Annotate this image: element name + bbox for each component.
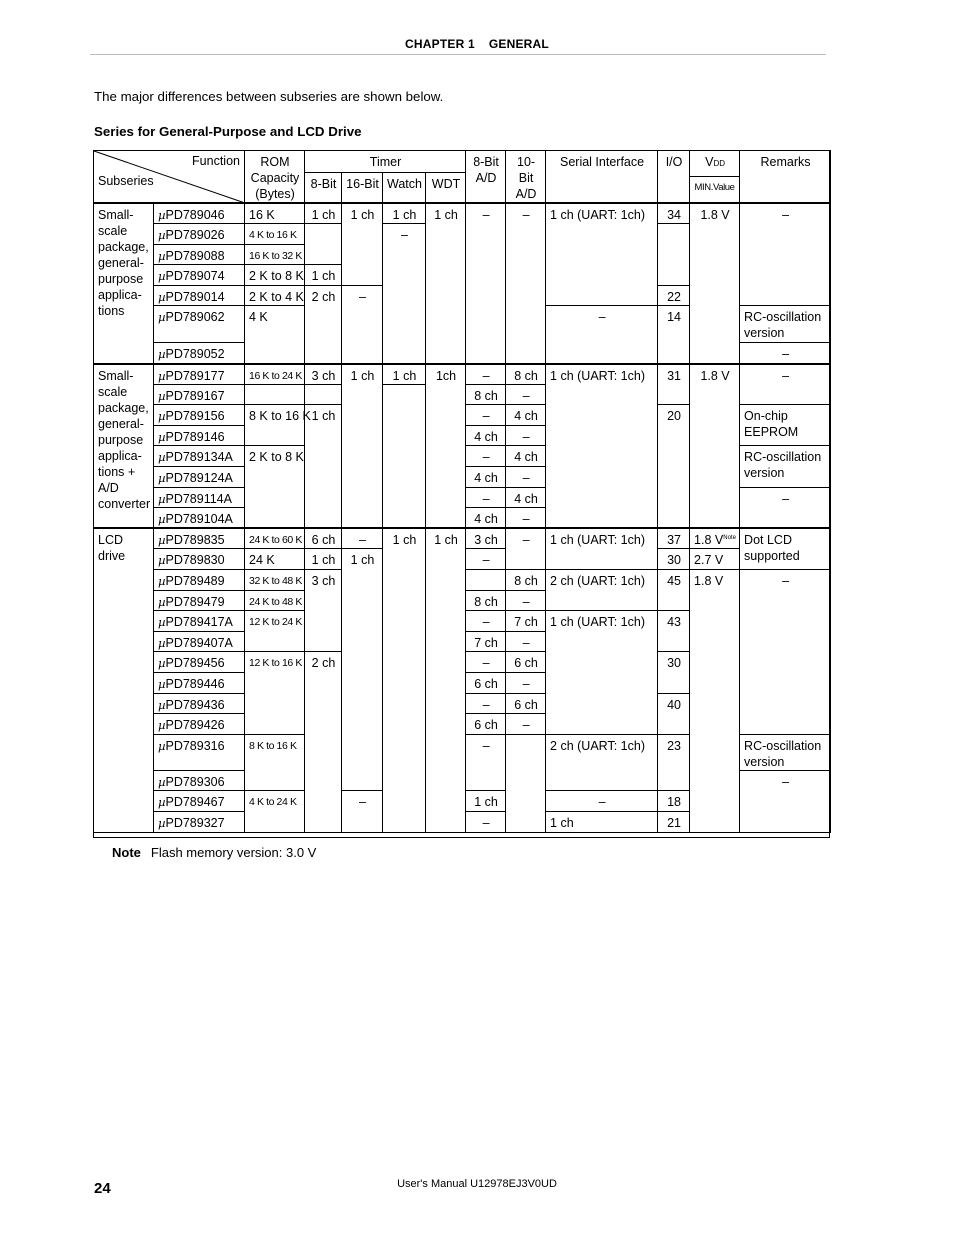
timer-8bit-header: 8-Bit [305,173,342,203]
model-name: PD789417A [165,615,233,630]
ad10-cell: – [506,714,546,735]
ad8-cell: 4 ch [466,467,506,488]
mu-symbol: µ [158,635,166,650]
note-text: Flash memory version: 3.0 V [150,845,317,860]
ad8-cell: 4 ch [466,508,506,529]
ad8-cell: – [466,734,506,791]
timer16-cell: 1 ch [342,364,383,529]
vdd-cell: 1.8 V [690,203,740,364]
remarks-cell: RC-oscillation version [740,306,831,343]
ad8-cell: 7 ch [466,631,506,652]
mu-symbol: µ [158,512,166,527]
timer16-cell: 1 ch [342,203,383,285]
remarks-cell: RC-oscillation version [740,446,831,487]
vdd-cell [690,528,740,549]
model-cell [154,487,245,508]
model-cell [154,224,245,245]
ad10-cell: 4 ch [506,487,546,508]
rom-cell: 4 K to 16 K [245,224,305,245]
subseries-table [93,150,831,833]
serial-cell: 1 ch (UART: 1ch) [546,611,658,735]
serial-cell: 2 ch (UART: 1ch) [546,570,658,611]
mu-symbol: µ [158,368,166,383]
rom-cell [245,384,305,405]
model-name: PD789134A [165,450,233,465]
vdd-v: V [705,155,714,169]
io-cell: 31 [658,364,690,405]
page-number: 24 [94,1180,111,1197]
rom-cell: 24 K [245,549,305,570]
corner-header [94,151,245,204]
function-label: Function [192,154,240,168]
model-name: PD789436 [165,697,225,712]
timer16-cell: – [342,285,383,363]
model-name: PD789177 [165,368,225,383]
rom-cell: 24 K to 60 K [245,528,305,549]
model-name: PD789446 [165,676,225,691]
remarks-cell: – [740,770,831,832]
ad8-cell: – [466,487,506,508]
mu-symbol: µ [158,429,166,444]
rom-cell: 12 K to 16 K [245,652,305,734]
io-cell: 30 [658,549,690,570]
model-cell [154,343,245,364]
mu-symbol: µ [158,228,166,243]
model-cell [154,528,245,549]
table-row [94,528,831,549]
io-cell: 45 [658,570,690,611]
ad8-cell: – [466,364,506,385]
serial-cell: 1 ch (UART: 1ch) [546,364,658,529]
timer16-cell: 1 ch [342,549,383,791]
model-cell [154,285,245,306]
timer8-cell [305,224,342,265]
serial-cell: 1 ch [546,811,658,832]
timer8-cell: 1 ch [305,203,342,224]
model-name: PD789327 [165,815,225,830]
model-name: PD789830 [165,553,225,568]
rom-cell: 8 K to 16 K [245,405,305,446]
chapter-title: GENERAL [488,37,549,51]
ad8-cell: 8 ch [466,384,506,405]
ad10-cell: – [506,384,546,405]
remarks-cell: – [740,570,831,735]
mu-symbol: µ [158,656,166,671]
model-cell [154,425,245,446]
io-header: I/O [658,151,690,204]
mu-symbol: µ [158,615,166,630]
ad10-cell: 4 ch [506,405,546,426]
model-cell [154,672,245,693]
model-cell [154,791,245,812]
ad8-cell: – [466,203,506,364]
ad10-cell: 6 ch [506,693,546,714]
mu-symbol: µ [158,409,166,424]
ad10-header: 10-Bit A/D [506,151,546,204]
model-cell [154,405,245,426]
io-cell: 20 [658,405,690,529]
mu-symbol: µ [158,676,166,691]
mu-symbol: µ [158,310,166,325]
ad8-cell: 1 ch [466,791,506,812]
vdd-header [690,151,740,204]
model-cell [154,203,245,224]
mu-symbol: µ [158,815,166,830]
rom-cell: 2 K to 8 K [245,446,305,528]
remarks-cell: – [740,343,831,364]
model-name: PD789156 [165,409,225,424]
remarks-cell: – [740,487,831,528]
timer8-cell: 1 ch [305,549,342,570]
wdt-cell: 1 ch [426,528,466,832]
chapter-number: CHAPTER 1 [405,37,475,51]
vdd-min-label: MIN.Value [690,176,739,196]
model-name: PD789014 [165,289,225,304]
mu-symbol: µ [158,208,166,222]
ad10-cell: 7 ch [506,611,546,632]
rom-cell: 2 K to 4 K [245,285,305,306]
note-marker: Note [723,535,736,542]
serial-cell: 1 ch (UART: 1ch) [546,203,658,306]
rom-cell: 2 K to 8 K [245,265,305,286]
timer-header: Timer [305,151,466,173]
ad8-cell: 3 ch [466,528,506,549]
model-name: PD789479 [165,594,225,609]
ad8-cell: – [466,446,506,467]
ad10-cell: – [506,590,546,611]
vdd-cell: 1.8 V [690,570,740,833]
io-cell: 18 [658,791,690,812]
remarks-cell: On-chip EEPROM [740,405,831,446]
model-cell [154,631,245,652]
io-cell: 21 [658,811,690,832]
model-name: PD789316 [165,738,225,753]
io-cell: 43 [658,611,690,652]
ad10-cell: 8 ch [506,364,546,385]
note-label: Note [112,845,141,860]
model-name: PD789062 [165,310,225,325]
mu-symbol: µ [158,450,166,465]
io-cell: 40 [658,693,690,734]
footnote [112,845,316,860]
model-name: PD789074 [165,269,225,284]
header-row [94,151,831,173]
model-name: PD789114A [165,491,232,506]
model-cell [154,611,245,632]
model-cell [154,265,245,286]
ad8-cell: – [466,811,506,832]
subseries-label: Subseries [98,174,154,188]
ad8-cell: – [466,549,506,570]
mu-symbol: µ [158,738,166,753]
mu-symbol: µ [158,795,166,810]
model-cell [154,306,245,343]
model-cell [154,570,245,591]
rom-cell: 8 K to 16 K [245,734,305,791]
ad10-cell [506,734,546,832]
model-name: PD789835 [165,533,225,548]
watch-cell: 1 ch [383,528,426,832]
ad8-header: 8-Bit A/D [466,151,506,204]
model-name: PD789489 [165,574,225,588]
ad10-cell: 4 ch [506,446,546,467]
section-title: Series for General-Purpose and LCD Drive [94,124,362,139]
ad8-cell: 6 ch [466,672,506,693]
mu-symbol: µ [158,553,166,568]
rom-cell: 12 K to 24 K [245,611,305,652]
mu-symbol: µ [158,388,166,403]
model-name: PD789306 [165,774,225,789]
model-cell [154,446,245,467]
mu-symbol: µ [158,718,166,733]
vdd-cell: 1.8 V [690,364,740,529]
mu-symbol: µ [158,533,166,548]
model-cell [154,508,245,529]
timer-wdt-header: WDT [426,173,466,203]
io-cell: 37 [658,528,690,549]
model-name: PD789167 [165,388,225,403]
remarks-cell: – [740,203,831,306]
serial-cell: – [546,791,658,812]
watch-cell: – [383,224,426,364]
model-cell [154,693,245,714]
vdd-sub: DD [713,159,725,168]
mu-symbol: µ [158,248,166,263]
mu-symbol: µ [158,471,166,486]
remarks-cell: Dot LCD supported [740,528,831,569]
model-cell [154,734,245,770]
ad10-cell: – [506,425,546,446]
timer8-cell: 1 ch [305,405,342,529]
mu-symbol: µ [158,269,166,284]
ad10-cell: – [506,508,546,529]
ad8-cell: – [466,693,506,714]
serial-header: Serial Interface [546,151,658,204]
wdt-cell: 1ch [426,364,466,529]
watch-cell: 1 ch [383,203,426,224]
ad8-cell [466,570,506,591]
watch-cell: 1 ch [383,364,426,385]
model-cell [154,714,245,735]
rom-cell: 16 K [245,203,305,224]
timer8-cell: 2 ch [305,652,342,832]
table-row [94,203,831,224]
timer8-cell: 2 ch [305,285,342,363]
model-cell [154,384,245,405]
serial-cell: – [546,306,658,364]
rom-cell: 32 K to 48 K [245,570,305,591]
ad10-cell: 8 ch [506,570,546,591]
io-cell: 23 [658,734,690,791]
timer-16bit-header: 16-Bit [342,173,383,203]
io-cell: 22 [658,285,690,306]
ad10-cell: – [506,528,546,569]
remarks-cell: – [740,364,831,405]
model-name: PD789426 [165,718,225,733]
io-cell: 30 [658,652,690,693]
serial-cell: 2 ch (UART: 1ch) [546,734,658,791]
io-cell [658,224,690,286]
ad10-cell: – [506,672,546,693]
timer8-cell: 1 ch [305,265,342,286]
model-name: PD789026 [165,228,225,243]
remarks-header: Remarks [740,151,831,204]
ad10-cell: – [506,203,546,364]
mu-symbol: µ [158,347,166,362]
ad10-cell: – [506,631,546,652]
mu-symbol: µ [158,594,166,609]
timer-watch-header: Watch [383,173,426,203]
model-cell [154,549,245,570]
group-label: LCD drive [94,528,154,832]
ad10-cell: 6 ch [506,652,546,673]
watch-cell [383,384,426,528]
ad8-cell: – [466,405,506,426]
io-cell: 34 [658,203,690,224]
page-header [0,37,954,51]
rom-cell: 16 K to 32 K [245,244,305,265]
footer-manual: User's Manual U12978EJ3V0UD [397,1178,557,1190]
mu-symbol: µ [158,574,166,588]
model-name: PD789104A [165,512,233,527]
model-cell [154,811,245,832]
model-name: PD789088 [165,248,225,263]
timer8-cell [305,384,342,405]
model-cell [154,364,245,385]
model-name: PD789456 [165,656,225,671]
mu-symbol: µ [158,289,166,304]
timer8-cell: 3 ch [305,570,342,652]
io-cell: 14 [658,306,690,364]
header-rule [90,54,826,55]
vdd-value: 1.8 V [694,533,724,548]
timer16-cell: – [342,528,383,549]
ad8-cell: 8 ch [466,590,506,611]
mu-symbol: µ [158,774,166,789]
rom-cell: 4 K [245,306,305,364]
mu-symbol: µ [158,491,166,506]
wdt-cell: 1 ch [426,203,466,364]
model-cell [154,770,245,791]
model-cell [154,467,245,488]
model-name: PD789407A [165,635,233,650]
serial-cell: 1 ch (UART: 1ch) [546,528,658,569]
group-label: Small-scale package, general-purpose applica-tions + A/D converter [94,364,154,529]
vdd-cell: 2.7 V [690,549,740,570]
model-name: PD789146 [165,429,225,444]
model-cell [154,590,245,611]
model-cell [154,652,245,673]
table-row [94,364,831,385]
rom-cell: 24 K to 48 K [245,590,305,611]
model-name: PD789467 [165,795,225,810]
remarks-cell: RC-oscillation version [740,734,831,770]
ad8-cell: 6 ch [466,714,506,735]
mu-symbol: µ [158,697,166,712]
ad8-cell: 4 ch [466,425,506,446]
ad10-cell: – [506,467,546,488]
model-name: PD789052 [165,347,225,362]
timer8-cell: 6 ch [305,528,342,549]
timer16-cell: – [342,791,383,832]
intro-text: The major differences between subseries are shown below. [94,89,444,104]
ad8-cell: – [466,652,506,673]
ad8-cell: – [466,611,506,632]
model-cell [154,244,245,265]
rom-header: ROM Capacity (Bytes) [245,151,305,204]
rom-cell: 16 K to 24 K [245,364,305,385]
timer8-cell: 3 ch [305,364,342,385]
model-name: PD789124A [165,471,233,486]
model-name: PD789046 [165,208,225,222]
rom-cell: 4 K to 24 K [245,791,305,832]
group-label: Small-scale package, general-purpose applica-tions [94,203,154,364]
